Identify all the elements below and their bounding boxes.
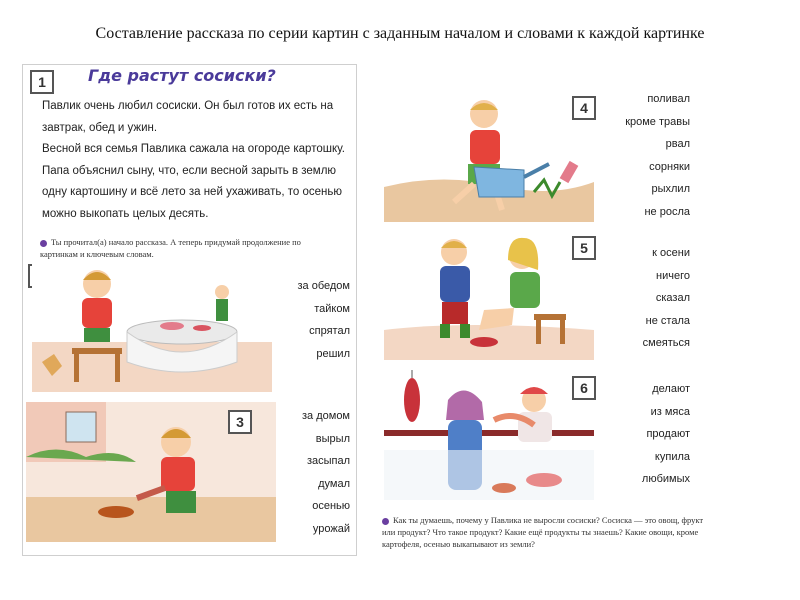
keyword: сорняки: [649, 160, 690, 173]
keyword: вырыл: [315, 432, 350, 445]
keyword: делают: [652, 383, 690, 395]
panel-number-6: 6: [572, 376, 596, 400]
instruction-note: [40, 236, 340, 260]
keyword: рыхлил: [651, 183, 690, 195]
keyword: сказал: [655, 292, 690, 304]
keywords-panel-5: [643, 242, 690, 355]
illustration-boy-and-girl: [384, 230, 594, 360]
instruction-note-text: Ты прочитал(а) начало рассказа. А теперь придумай продолжение по картинкам и ключевым словам.: [40, 237, 301, 259]
keywords-panel-6: [642, 378, 690, 491]
keyword: за домом: [302, 410, 350, 422]
keyword: ничего: [656, 269, 690, 282]
keyword: тайком: [314, 302, 350, 315]
keywords-panel-2: [298, 275, 351, 365]
keyword: из мяса: [650, 405, 690, 418]
keyword: к осени: [652, 247, 690, 259]
story-paragraph-1: Павлик очень любил сосиски. Он был готов их есть на завтрак, обед и ужин.: [42, 100, 334, 134]
illustration-shop: [384, 370, 594, 500]
keyword: кроме травы: [625, 115, 690, 128]
keyword: купила: [654, 450, 690, 463]
keyword: за обедом: [297, 280, 350, 292]
keyword: любимых: [641, 473, 690, 485]
keyword: рвал: [665, 138, 690, 150]
questions-note: [382, 514, 712, 550]
keyword: решил: [316, 347, 350, 360]
illustration-boy-watering: [384, 92, 594, 222]
panel-number-5: 5: [572, 236, 596, 260]
keyword: не росла: [644, 205, 690, 218]
keyword: смеяться: [642, 337, 690, 349]
page-title: Составление рассказа по серии картин с заданным началом и словами к каждой картинке: [95, 25, 705, 42]
keyword: урожай: [312, 522, 350, 535]
illustration-boy-at-table: [32, 262, 272, 392]
keyword: не стала: [645, 314, 690, 327]
keyword: осенью: [312, 500, 350, 512]
keyword: спрятал: [309, 325, 350, 337]
panel-number-3: 3: [228, 410, 252, 434]
bullet-icon: [40, 240, 47, 247]
keywords-panel-4: [625, 88, 690, 223]
keywords-panel-3: [302, 405, 350, 540]
keyword: поливал: [647, 93, 690, 105]
keyword: думал: [318, 477, 350, 490]
keyword: продают: [646, 428, 690, 440]
bullet-icon: [382, 518, 389, 525]
story-heading: Где растут сосиски?: [88, 66, 276, 85]
panel-number-4: 4: [572, 96, 596, 120]
panel-number-1: 1: [30, 70, 54, 94]
questions-note-text: Как ты думаешь, почему у Павлика не выросли сосиски? Сосиска — это овощ, фрукт или продукт? Что такое продукт? Какие ещё продукты ты знаешь? Какие овощи, кроме картофеля, осенью выкапывают из земли?: [382, 515, 704, 549]
story-text: [42, 96, 352, 225]
story-paragraph-2: Весной вся семья Павлика сажала на огороде картошку. Папа объяснил сыну, что, если весной зарыть в землю одну картошину и всё лето за ней ухаживать, то осенью можно выкопать целых десять.: [42, 143, 345, 220]
keyword: засыпал: [306, 455, 350, 467]
